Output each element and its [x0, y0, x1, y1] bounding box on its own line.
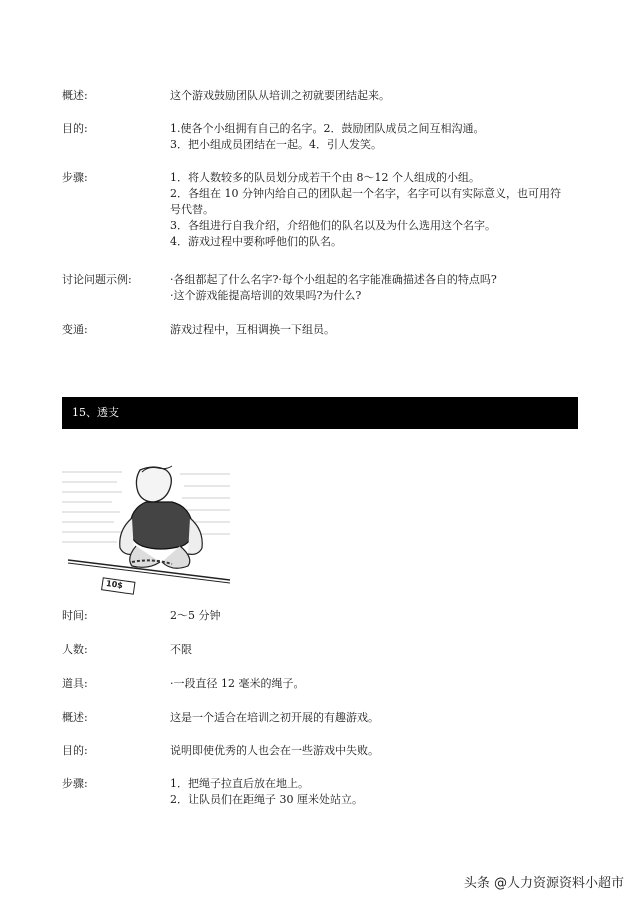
- illustration: [62, 462, 230, 596]
- field-content: [170, 710, 580, 726]
- field-content: [170, 642, 580, 658]
- field-content: [170, 322, 580, 338]
- person-crouching-illustration: [62, 462, 230, 596]
- field-label: 概述:: [62, 89, 88, 102]
- field-content: [170, 608, 580, 624]
- field-label: 讨论问题示例:: [62, 273, 132, 286]
- content-line: 游戏过程中，互相调换一下组员。: [170, 323, 335, 336]
- field-content: [170, 676, 580, 692]
- field-label: 道具:: [62, 677, 88, 690]
- content-line: 2．让队员们在距绳子 30 厘米处站立。: [170, 793, 363, 806]
- content-line: 这个游戏鼓励团队从培训之初就要团结起来。: [170, 89, 390, 102]
- content-line: 号代替。: [170, 203, 214, 216]
- content-line: 3．把小组成员团结在一起。4．引人发笑。: [170, 138, 382, 151]
- field-label: 时间:: [62, 609, 88, 622]
- field-content: [170, 88, 580, 104]
- content-line: ·一段直径 12 毫米的绳子。: [170, 677, 305, 690]
- money-note-label: 10$: [105, 578, 124, 591]
- content-line: 3．各组进行自我介绍，介绍他们的队名以及为什么选用这个名字。: [170, 219, 496, 232]
- section-banner: [62, 397, 578, 429]
- content-line: ·各组都起了什么名字?·每个小组起的名字能准确描述各自的特点吗?: [170, 273, 497, 286]
- content-line: 说明即使优秀的人也会在一些游戏中失败。: [170, 744, 379, 757]
- field-label: 概述:: [62, 711, 88, 724]
- field-label: 步骤:: [62, 171, 88, 184]
- content-line: 2～5 分钟: [170, 609, 221, 622]
- watermark: 头条 @人力资源资料小超市: [463, 876, 624, 891]
- field-label: 变通:: [62, 323, 88, 336]
- content-line: ·这个游戏能提高培训的效果吗?为什么?: [170, 289, 362, 302]
- field-content: [170, 121, 580, 153]
- field-label: 目的:: [62, 744, 88, 757]
- content-line: 2．各组在 10 分钟内给自己的团队起一个名字，名字可以有实际意义，也可用符: [170, 187, 561, 200]
- field-content: [170, 272, 580, 304]
- field-content: [170, 743, 580, 759]
- content-line: 不限: [170, 643, 192, 656]
- content-line: 1．将人数较多的队员划分成若干个由 8～12 个人组成的小组。: [170, 171, 480, 184]
- section-title: 15、透支: [72, 406, 119, 419]
- field-label: 目的:: [62, 122, 88, 135]
- content-line: 这是一个适合在培训之初开展的有趣游戏。: [170, 711, 379, 724]
- field-label: 人数:: [62, 643, 88, 656]
- content-line: 1．把绳子拉直后放在地上。: [170, 777, 309, 790]
- field-label: 步骤:: [62, 777, 88, 790]
- field-content: [170, 170, 580, 250]
- content-line: 1.使各个小组拥有自己的名字。2．鼓励团队成员之间互相沟通。: [170, 122, 485, 135]
- field-content: [170, 776, 580, 808]
- content-line: 4．游戏过程中要称呼他们的队名。: [170, 235, 342, 248]
